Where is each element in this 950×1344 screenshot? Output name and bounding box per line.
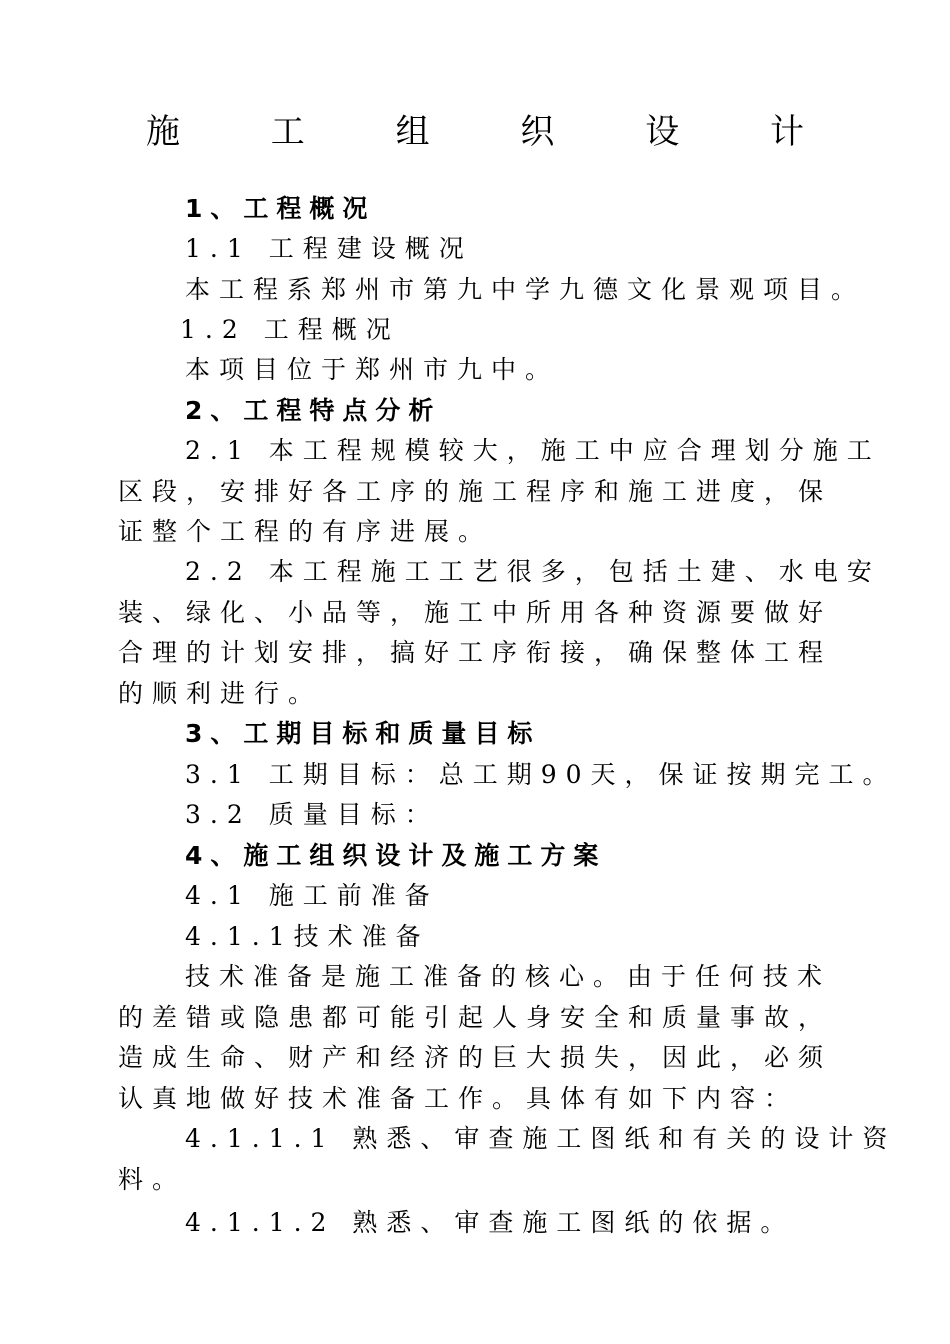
paragraph-line: 证整个工程的有序进展。 <box>118 517 493 546</box>
heading-3: 3、工期目标和质量目标 <box>185 719 541 748</box>
paragraph-line: 区段，安排好各工序的施工程序和施工进度，保 <box>118 477 833 506</box>
paragraph-line: 4.1.1.1 熟悉、审查施工图纸和有关的设计资 <box>185 1124 897 1153</box>
paragraph-line: 3.2 质量目标： <box>185 800 439 829</box>
paragraph-line: 3.1 工期目标：总工期90天，保证按期完工。 <box>185 760 897 789</box>
subheading-1-1: 1.1 工程建设概况 <box>185 234 473 263</box>
paragraph-line: 造成生命、财产和经济的巨大损失，因此，必须 <box>118 1043 833 1072</box>
paragraph-line: 的顺利进行。 <box>118 679 323 708</box>
paragraph-line: 2.1 本工程规模较大，施工中应合理划分施工 <box>185 436 881 465</box>
paragraph-line: 本工程系郑州市第九中学九德文化景观项目。 <box>185 275 866 304</box>
heading-4: 4、施工组织设计及施工方案 <box>185 841 607 870</box>
subheading-4-1: 4.1 施工前准备 <box>185 881 439 910</box>
paragraph-line: 的差错或隐患都可能引起人身安全和质量事故， <box>118 1003 833 1032</box>
paragraph-line: 2.2 本工程施工工艺很多，包括土建、水电安 <box>185 557 881 586</box>
paragraph-line: 本项目位于郑州市九中。 <box>185 355 560 384</box>
document-title: 施 工 组 织 设 计 <box>145 112 845 152</box>
paragraph-line: 合理的计划安排，搞好工序衔接，确保整体工程 <box>118 638 833 667</box>
heading-2: 2、工程特点分析 <box>185 396 442 425</box>
paragraph-line: 装、绿化、小品等，施工中所用各种资源要做好 <box>118 598 833 627</box>
paragraph-line: 认真地做好技术准备工作。具体有如下内容： <box>118 1084 799 1113</box>
paragraph-line: 技术准备是施工准备的核心。由于任何技术 <box>185 962 832 991</box>
paragraph-line: 4.1.1.2 熟悉、审查施工图纸的依据。 <box>185 1208 795 1237</box>
subheading-1-2: 1.2 工程概况 <box>180 315 400 344</box>
subheading-4-1-1: 4.1.1技术准备 <box>185 922 430 951</box>
heading-1: 1、工程概况 <box>185 194 376 223</box>
paragraph-line: 料。 <box>118 1165 187 1194</box>
